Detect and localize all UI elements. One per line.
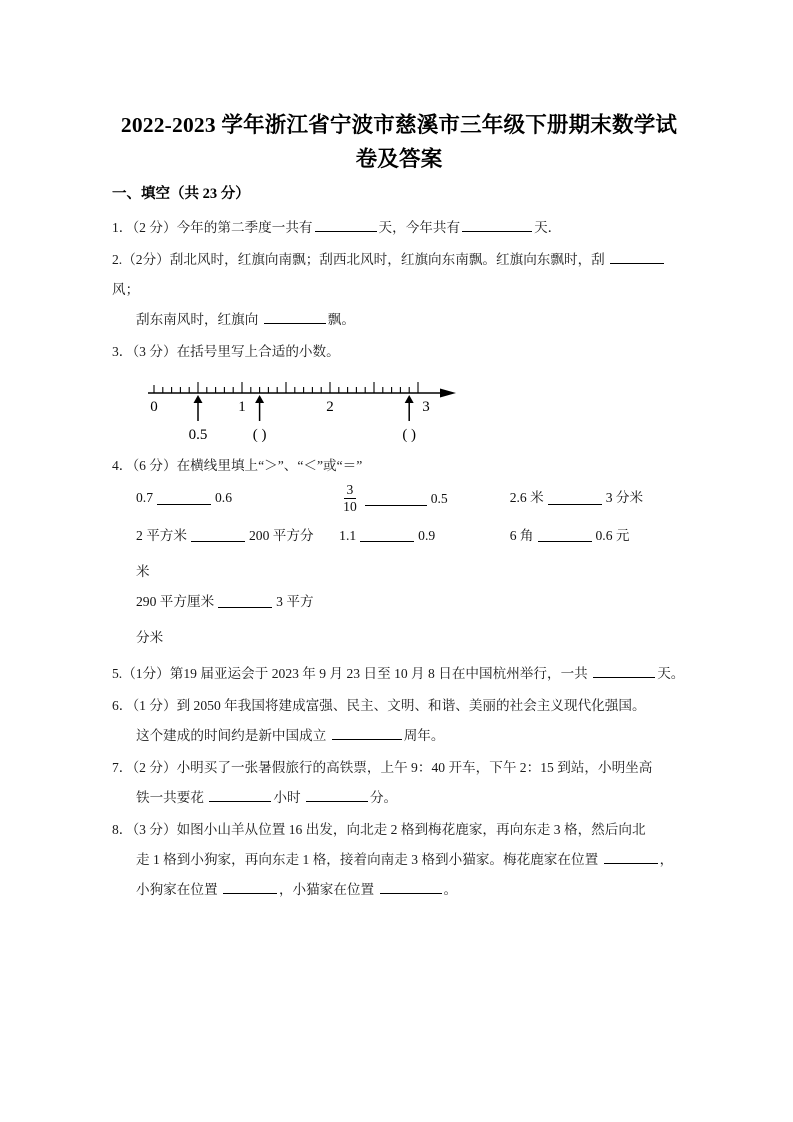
fraction-three-tenths [340, 483, 360, 515]
question-5-blank[interactable] [593, 664, 655, 678]
question-6-blank[interactable] [332, 726, 402, 740]
comparison-item-3-right: 3 分米 [605, 490, 644, 505]
comparison-item-6-right: 0.6 元 [595, 527, 630, 543]
comparison-item-6-blank[interactable] [538, 529, 592, 543]
comparison-item-3-blank[interactable] [548, 491, 602, 505]
question-5-prefix: 5.（1分）第19 届亚运会于 2023 年 9 月 23 日至 10 月 8 日在中国杭州举行，一共 [112, 665, 588, 681]
question-5 [112, 659, 686, 689]
number-line-arrow-label-3[interactable]: ( ) [402, 427, 417, 443]
question-8-line2-prefix: 走 1 格到小狗家，再向东走 1 格，接着向南走 3 格到小猫家。梅花鹿家在位置 [136, 851, 599, 867]
question-7-blank-2[interactable] [306, 788, 368, 802]
question-8-line3-prefix: 小狗家在位置 [136, 881, 218, 897]
question-6 [112, 691, 686, 751]
question-2-line1-prefix: 2.（2分）刮北风时，红旗向南飘；刮西北风时，红旗向东南飘。红旗向东飘时，刮 [112, 252, 605, 267]
number-line-svg [140, 369, 470, 447]
comparison-item-5-right: 0.9 [418, 527, 436, 543]
question-7 [112, 753, 686, 813]
question-8-line3-mid: ，小猫家在位置 [278, 881, 375, 897]
number-line-arrow-label-2[interactable]: ( ) [252, 427, 267, 443]
question-7-line2-mid: 小时 [273, 789, 301, 805]
comparison-item-2-right: 0.5 [430, 490, 448, 506]
number-line-arrow-0point5 [194, 395, 203, 421]
question-7-line-2 [112, 783, 686, 813]
question-2-blank-1[interactable] [610, 250, 664, 264]
question-1 [112, 213, 686, 243]
question-6-line2-prefix: 这个建成的时间约是新中国成立 [136, 727, 327, 743]
question-7-blank-1[interactable] [209, 788, 271, 802]
comparison-wrap-tail-2: 分米 [136, 629, 164, 645]
comparison-item-7 [136, 587, 314, 617]
comparison-item-1 [136, 483, 339, 513]
comparison-item-1-blank[interactable] [157, 491, 211, 505]
comparison-item-3 [510, 483, 686, 513]
comparison-row-1 [136, 483, 686, 515]
page-content [112, 108, 686, 907]
comparison-item-4-left: 2 平方米 [136, 527, 187, 543]
question-3 [112, 337, 686, 367]
comparison-row-2 [136, 521, 686, 551]
question-6-line2-suffix: 周年。 [403, 727, 445, 743]
comparison-item-2 [339, 483, 510, 515]
page-title [112, 108, 686, 176]
question-6-line-2 [112, 721, 686, 751]
comparison-item-6 [510, 521, 686, 551]
question-4 [112, 451, 686, 481]
comparison-wrap-tail-1: 米 [136, 563, 150, 579]
question-5-line [112, 659, 686, 689]
number-line-axis-arrowhead [440, 389, 456, 398]
question-5-suffix: 天。 [657, 665, 685, 681]
comparison-item-3-left: 2.6 米 [509, 490, 544, 505]
question-8-line-3 [112, 875, 686, 905]
question-8-blank-2[interactable] [223, 880, 277, 894]
question-1-mid: 天，今年共有 [378, 220, 461, 235]
question-2-line-1 [112, 245, 686, 305]
comparison-item-5 [339, 521, 510, 551]
comparison-grid [112, 483, 686, 653]
number-line-minor-ticks [154, 382, 418, 393]
question-4-text: 4．（6 分）在横线里填上“＞”、“＜”或“＝” [112, 458, 363, 473]
comparison-item-7-left: 290 平方厘米 [136, 593, 215, 609]
number-line-label-2: 2 [326, 399, 334, 415]
question-1-blank-2[interactable] [462, 218, 532, 232]
title-line-1: 2022-2023 学年浙江省宁波市慈溪市三年级下册期末数学试 [120, 113, 678, 137]
question-2-line1-suffix: 风； [112, 282, 140, 297]
question-1-line [112, 213, 686, 243]
number-line-label-3: 3 [422, 399, 430, 415]
comparison-item-1-right: 0.6 [215, 490, 232, 505]
comparison-item-4-right: 200 平方分 [248, 527, 314, 543]
question-2 [112, 245, 686, 335]
question-7-line-1: 7．（2 分）小明买了一张暑假旅行的高铁票，上午 9：40 开车，下午 2：15 到站，小明坐高 [112, 759, 653, 775]
question-3-text: 3．（3 分）在括号里写上合适的小数。 [112, 344, 340, 359]
question-2-line2-suffix: 飘。 [327, 312, 355, 327]
comparison-item-4-blank[interactable] [191, 529, 245, 543]
number-line-figure [112, 369, 686, 447]
number-line-arrow-label-1: 0.5 [188, 427, 208, 443]
comparison-row-3 [136, 587, 686, 617]
title-line-2: 卷及答案 [355, 147, 443, 171]
comparison-item-6-left: 6 角 [509, 527, 534, 543]
question-6-line-1: 6．（1 分）到 2050 年我国将建成富强、民主、文明、和谐、美丽的社会主义现代化强国。 [112, 697, 646, 713]
question-2-line2-prefix: 刮东南风时，红旗向 [136, 312, 259, 327]
section-heading-fill-in-blanks: 一、填空（共 23 分） [112, 186, 250, 202]
question-8-blank-1[interactable] [604, 850, 658, 864]
question-1-prefix: 1．（2 分）今年的第二季度一共有 [112, 220, 313, 235]
question-8-line2-suffix: ， [659, 851, 674, 867]
number-line-label-1: 1 [238, 399, 246, 415]
number-line-arrow-2point9 [405, 395, 414, 421]
comparison-item-7-right: 3 平方 [276, 593, 314, 609]
question-2-line-2 [112, 305, 686, 335]
number-line-arrow-1point2 [255, 395, 264, 421]
fraction-denominator: 10 [343, 499, 357, 515]
question-8-blank-3[interactable] [380, 880, 442, 894]
comparison-item-1-left: 0.7 [136, 490, 153, 505]
question-1-suffix: 天． [534, 220, 562, 235]
question-7-line2-prefix: 铁一共要花 [136, 789, 204, 805]
comparison-item-4 [136, 521, 339, 551]
comparison-item-5-left: 1.1 [339, 527, 357, 543]
question-8 [112, 815, 686, 905]
question-1-blank-1[interactable] [315, 218, 377, 232]
comparison-item-5-blank[interactable] [360, 529, 414, 543]
question-8-line-2 [112, 845, 686, 875]
fraction-numerator: 3 [344, 483, 357, 499]
question-7-line2-suffix: 分。 [369, 789, 398, 805]
comparison-item-7-blank[interactable] [218, 595, 272, 609]
question-8-line3-suffix: 。 [443, 881, 458, 897]
question-2-blank-2[interactable] [264, 310, 326, 324]
comparison-item-2-blank[interactable] [365, 492, 427, 506]
number-line-label-0: 0 [150, 399, 158, 415]
question-8-line-1: 8．（3 分）如图小山羊从位置 16 出发，向北走 2 格到梅花鹿家，再向东走 3 格，然后向北 [112, 821, 646, 837]
